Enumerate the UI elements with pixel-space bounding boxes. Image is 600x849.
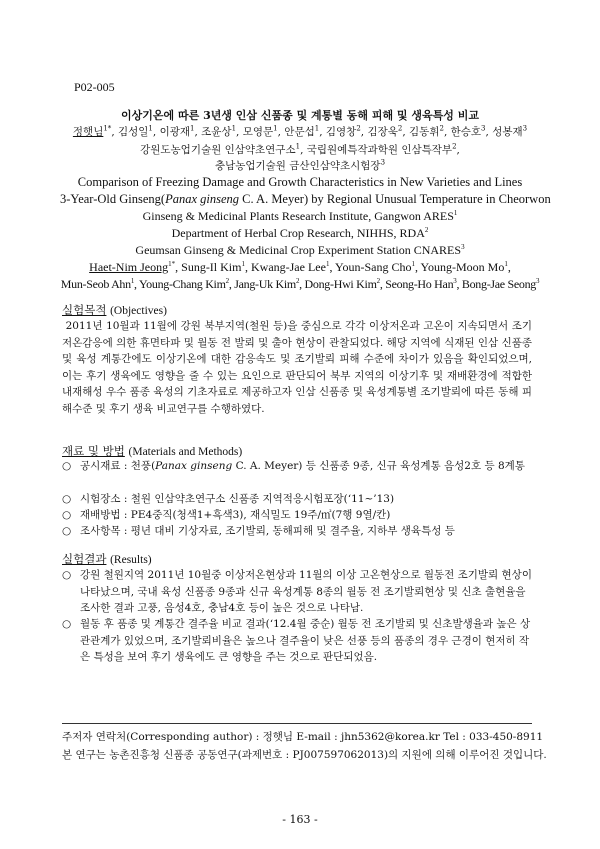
title-korean: 이상기온에 따른 3년생 인삼 신품종 및 계통별 동해 피해 및 생육특성 비교 (121, 109, 479, 122)
authors-english-line-1: Haet-Nim Jeong$^{1*}$, Sung-Il Kim$^1$, Kwang-Jae Lee$^1$, Youn-Sang Cho$^1$, Young-Moon Mo$^1$, (89, 260, 511, 274)
methods-item-survey (62, 523, 532, 540)
title-english-line-1: Comparison of Freezing Damage and Growth Characteristics in New Varieties and Lines (77, 175, 523, 189)
author-sup: 2 (225, 277, 229, 285)
results-item-1 (62, 567, 532, 617)
author-name: , Dong-Hwi Kim (299, 277, 377, 291)
footnote-divider (62, 723, 532, 724)
author-name: , 김성일 (111, 126, 149, 138)
objectives-paragraph: 2011년 10월과 11월에 강원 북부지역(철원 등)을 중심으로 각각 이상저온과 고온이 지속되면서 조기 저온감응에 의한 휴면타파 및 월동 전 발뢰 및 출아 현상이 관찰되었다. 해당 지역에 식재된 인삼 신품종 및 육성 계통간에도 이상기온에 대한 감응속도 및 조기발뢰 피해 수준에 차이가 있음을 확인되었으며, 이는 후기 생육에도 영향을 줄 수 있는 요인으로 판단되어 북부 지역의 이상기후 및 재배환경에 적합한 내재해성 우수 품종 육성의 기초자료로 제공하고자 인삼 신품종 및 육성계통별 조기발뢰에 따른 동해 피해수준 및 후기 생육 비교연구를 수행하였다. (62, 320, 532, 415)
author-name: , 김동휘 (402, 126, 440, 138)
author-name: 정햇님 (72, 126, 104, 138)
bullet-circle: ○ (62, 460, 72, 472)
methods-item-text: 공시재료 : 천풍(Panax ginseng C. A. Meyer) 등 신품종 9종, 신규 육성계통 음성2호 등 8계통 (80, 460, 525, 472)
bullet-circle: ○ (62, 493, 72, 505)
section-heading-methods: 재료 및 방법 (Materials and Methods) (62, 444, 243, 458)
author-sup: 1* (168, 260, 176, 268)
methods-item-text: 조사항목 : 평년 대비 기상자료, 조기발뢰, 동해피해 및 결주율, 지하부 생육특성 등 (80, 525, 455, 537)
author-name: , Youn-Sang Cho (329, 260, 412, 274)
author-sup: 2 (397, 124, 403, 133)
paper-code: P02-005 (74, 80, 115, 94)
affiliation-korean-1: 강원도농업기술원 인삼약초연구소$^1$, 국립원예특작과학원 인삼특작부$^2$, (140, 142, 460, 156)
bullet-circle: ○ (62, 618, 72, 630)
affiliation-english-3: Geumsan Ginseng & Medicinal Crop Experiment Station CNARES$^3$ (135, 243, 465, 257)
author-name: , 모영문 (236, 126, 274, 138)
authors-english-line-2 (60, 277, 540, 292)
affiliation-english-1: Ginseng & Medicinal Plants Research Institute, Gangwon ARES$^1$ (142, 209, 458, 223)
methods-item-text: 시험장소 : 철원 인삼약초연구소 신품종 지역적응시험포장(‘11~’13) (80, 493, 395, 505)
affiliation-english-2: Department of Herbal Crop Research, NIHHS, RDA$^2$ (171, 226, 429, 240)
author-name: , 성봉재 (485, 126, 523, 138)
author-name: , 김영창 (319, 126, 357, 138)
author-sup: 2 (376, 277, 380, 285)
author-name: , 안문섭 (277, 126, 315, 138)
author-sup: 1* (103, 124, 112, 133)
author-name: , 한승호 (443, 126, 482, 138)
page-number: - 163 - (282, 813, 318, 826)
authors-korean (60, 124, 540, 139)
author-name: , Seong-Ho Han (379, 277, 454, 291)
results-item-text: 강원 철원지역 2011년 10월중 이상저온현상과 11월의 이상 고온현상으로 월동전 조기발뢰 현상이 나타났으며, 국내 육성 신품종 9종과 신규 육성계통 8종의 월동 전 조기발뢰현상 및 신초 출현율을 조사한 결과 고풍, 음성4호, 충남4호 등이 높은 것으로 나타남. (80, 569, 532, 614)
author-sup: 1 (148, 124, 153, 133)
bullet-circle: ○ (62, 525, 72, 537)
author-sup: 1 (130, 277, 135, 285)
author-sup: 3 (481, 124, 486, 133)
author-sup: 1 (241, 260, 245, 268)
author-sup: 1 (325, 260, 330, 268)
methods-item-text: 재배방법 : PE4중직(청색1+흑색3), 재식밀도 19주/㎡(7행 9열/칸) (80, 509, 391, 521)
author-name: , Jang-Uk Kim (228, 277, 296, 291)
author-name: , Young-Chang Kim (134, 277, 226, 291)
author-sup: 2 (295, 277, 300, 285)
footnote-contact: 주저자 연락처(Corresponding author) : 정햇님 E-mail : jhn5362@korea.kr Tel : 033-450-8911 (62, 731, 544, 743)
author-sup: 2 (439, 124, 444, 133)
results-item-text: 월동 후 품종 및 계통간 결주율 비교 결과(‘12.4월 중순) 월동 전 조기발뢰 및 신초발생율과 높은 상관관계가 있었으며, 조기발뢰비율은 높으나 결주율이 낮은 선풍 등의 품종의 경우 근경이 현저히 작은 특성을 보여 후기 생육에도 큰 영향을 주는 것으로 판단되었음. (80, 618, 531, 663)
species-name: Panax ginseng (155, 460, 233, 472)
author-name: , 김장욱 (360, 126, 398, 138)
bullet-circle: ○ (62, 569, 72, 581)
author-sup: 2 (356, 124, 361, 133)
author-sup: 3 (522, 124, 528, 133)
author-sup: 1 (314, 124, 320, 133)
methods-item-material (62, 458, 532, 475)
author-name: , Sung-Il Kim (175, 260, 242, 274)
affiliation-korean-2: 충남농업기술원 금산인삼약초시험장$^3$ (214, 158, 386, 172)
author-name: Haet-Nim Jeong (89, 260, 169, 274)
author-name: , 이광재 (152, 126, 190, 138)
author-sup: 1 (411, 260, 415, 268)
author-sup: 1 (190, 124, 195, 133)
section-heading-objectives: 실험목적 (Objectives) (62, 303, 167, 317)
title-english-line-2: 3-Year-Old Ginseng(Panax ginseng C. A. Meyer) by Regional Unusual Temperature in Cheorwon (60, 192, 551, 206)
author-sup: 1 (504, 260, 508, 268)
footnote-funding: 본 연구는 농촌진흥청 신품종 공동연구(과제번호 : PJ007597062013)의 지원에 의해 이루어진 것입니다. (62, 749, 547, 761)
bullet-circle: ○ (62, 509, 72, 521)
author-name: , Kwang-Jae Lee (244, 260, 326, 274)
results-item-2 (62, 616, 532, 666)
methods-item-location (62, 491, 532, 508)
section-heading-results: 실험결과 (Results) (62, 552, 152, 566)
author-sup: 3 (453, 277, 457, 285)
author-sup: 1 (231, 124, 237, 133)
author-name: , Young-Moon Mo (414, 260, 505, 274)
author-sup: 1 (273, 124, 278, 133)
author-sup: 3 (536, 277, 540, 285)
methods-item-cultivation (62, 507, 532, 524)
author-name: , 조윤상 (194, 126, 232, 138)
author-name: Mun-Seob Ahn (60, 277, 131, 291)
author-name: , Bong-Jae Seong (456, 277, 537, 291)
